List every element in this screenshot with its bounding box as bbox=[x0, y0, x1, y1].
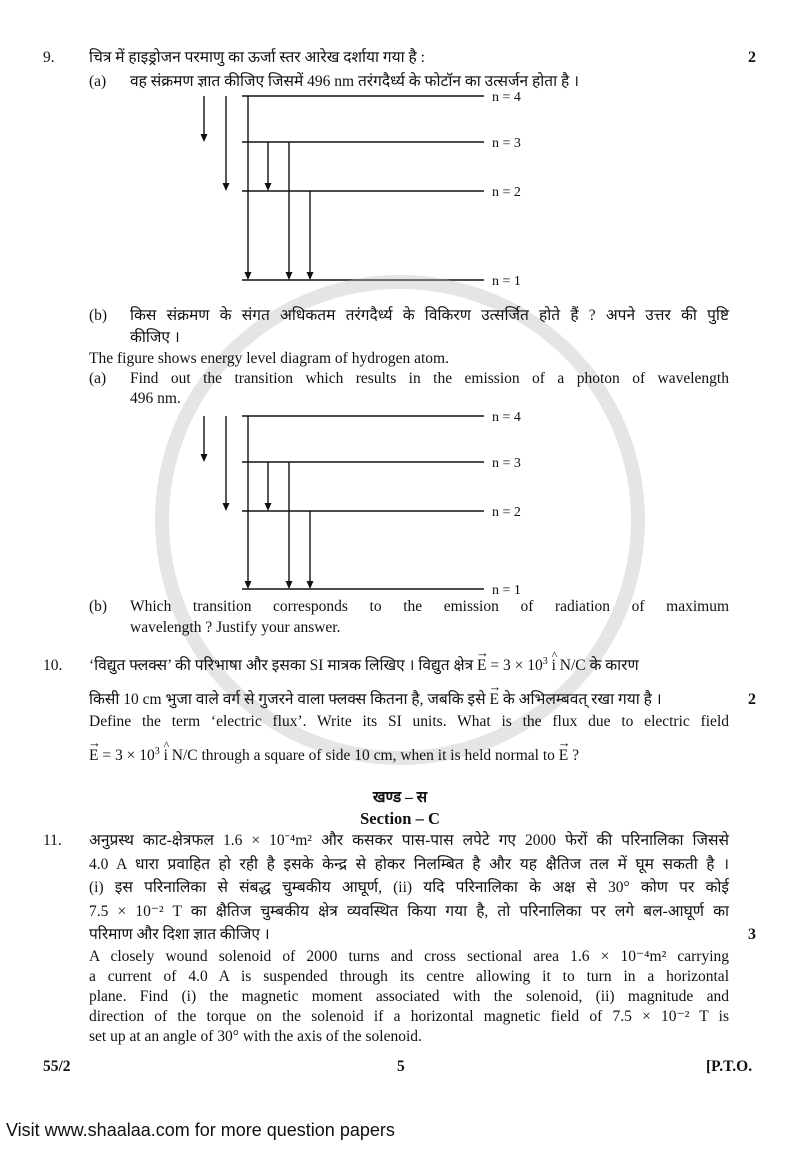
arrowhead-icon bbox=[265, 183, 272, 191]
text: किसी 10 cm भुजा वाले वर्ग से गुजरने वाला फ्लक्स कितना है, जबकि इसे bbox=[89, 691, 490, 708]
arrowhead-icon bbox=[201, 134, 208, 142]
q9-english-a-row bbox=[43, 369, 800, 389]
arrowhead-icon bbox=[286, 581, 293, 589]
q11-english-line: set up at an angle of 30° with the axis of the solenoid. bbox=[89, 1027, 422, 1045]
q11-hindi-row bbox=[43, 876, 800, 900]
energy-level-label: n = 2 bbox=[492, 505, 521, 520]
paper-code: 55/2 bbox=[43, 1057, 71, 1075]
q11-english-row bbox=[43, 1007, 800, 1027]
text: ‘विद्युत फ्लक्स’ की परिभाषा और इसका SI मात्रक लिखिए । विद्युत क्षेत्र bbox=[89, 657, 477, 674]
arrowhead-icon bbox=[265, 503, 272, 511]
arrowhead-icon bbox=[286, 272, 293, 280]
marks: 2 bbox=[748, 691, 756, 708]
text: = 3 × 10 bbox=[486, 657, 543, 674]
q9-english-a: Find out the transition which results in the emission of a photon of wavelength bbox=[130, 370, 729, 387]
q10-row bbox=[43, 656, 800, 676]
q10-english-line1-row bbox=[43, 712, 800, 732]
energy-level-label: n = 3 bbox=[492, 456, 521, 471]
exponent: 3 bbox=[542, 655, 548, 667]
q11-hindi-line: 4.0 A धारा प्रवाहित हो रही है इसके केन्द्र से होकर निलम्बित है और यह क्षैतिज तल में घूम सकती है । bbox=[89, 855, 729, 873]
arrowhead-icon bbox=[201, 454, 208, 462]
part-label: (a) bbox=[89, 73, 107, 90]
q10-english-line1: Define the term ‘electric flux’. Write its SI units. What is the flux due to electric field bbox=[89, 713, 729, 730]
q11-hindi-row bbox=[43, 923, 800, 947]
exponent: 3 bbox=[154, 745, 160, 757]
q11-hindi-line: 7.5 × 10⁻² T का क्षैतिज चुम्बकीय क्षेत्र व्यवस्थित किया गया है, तो परिनालिका पर लगे बल-आघूर्ण का bbox=[89, 902, 729, 920]
text: ? bbox=[568, 747, 580, 764]
energy-level-label: n = 3 bbox=[492, 136, 521, 151]
vector-e: → E bbox=[489, 690, 498, 710]
text: N/C through a square of side 10 cm, when it is held normal to bbox=[167, 747, 559, 764]
vector-e: → E bbox=[559, 746, 568, 766]
text: के अभिलम्बवत् रखा गया है । bbox=[498, 691, 662, 708]
q9-english-b: Which transition corresponds to the emission of radiation of maximum bbox=[130, 598, 729, 615]
q11-english-line: a current of 4.0 A is suspended through its centre allowing it to turn in a horizontal bbox=[89, 967, 729, 985]
q9-english-b-cont-row bbox=[43, 617, 800, 638]
marks: 2 bbox=[748, 49, 756, 66]
visit-link[interactable]: Visit www.shaalaa.com for more question papers bbox=[6, 1119, 395, 1140]
energy-level-label: n = 1 bbox=[492, 274, 521, 289]
arrowhead-icon bbox=[245, 272, 252, 280]
q9-hindi-a-row bbox=[43, 72, 800, 92]
q11-hindi-row bbox=[43, 853, 800, 877]
arrowhead-icon bbox=[307, 581, 314, 589]
q10-english-line2 bbox=[89, 746, 729, 766]
unit-vector-i: ^ i bbox=[552, 656, 556, 676]
q10-hindi-line2 bbox=[89, 690, 729, 710]
q9-hindi-stem: चित्र में हाइड्रोजन परमाणु का ऊर्जा स्तर आरेख दर्शाया गया है : bbox=[89, 49, 425, 66]
q9-hindi-a: वह संक्रमण ज्ञात कीजिए जिसमें 496 nm तरंगदैर्ध्य के फोटॉन का उत्सर्जन होता है । bbox=[130, 73, 579, 90]
q11-hindi-line: (i) इस परिनालिका से संबद्ध चुम्बकीय आघूर्ण, (ii) यदि परिनालिका के अक्ष से 30° कोण पर कोई bbox=[89, 879, 729, 896]
question-number: 9. bbox=[43, 49, 55, 66]
q11-english-row bbox=[43, 987, 800, 1007]
q9-english-stem: The figure shows energy level diagram of hydrogen atom. bbox=[89, 350, 449, 367]
vector-e: → E bbox=[89, 746, 98, 766]
question-number: 10. bbox=[43, 657, 63, 674]
part-label: (a) bbox=[89, 370, 107, 387]
arrowhead-icon bbox=[307, 272, 314, 280]
text: N/C के कारण bbox=[555, 657, 639, 674]
q10-english-line2-row bbox=[43, 746, 800, 766]
q11-row bbox=[43, 829, 800, 853]
q11-hindi-line: परिमाण और दिशा ज्ञात कीजिए । bbox=[89, 926, 270, 943]
text: = 3 × 10 bbox=[98, 747, 155, 764]
page-footer bbox=[43, 1057, 763, 1077]
q9-hindi-b-cont: कीजिए । bbox=[130, 329, 180, 346]
energy-level-diagram-hindi bbox=[89, 92, 729, 288]
q9-hindi-b-row bbox=[43, 305, 800, 327]
marks: 3 bbox=[748, 926, 756, 943]
q9-hindi-b: किस संक्रमण के संगत अधिकतम तरंगदैर्ध्य के विकिरण उत्सर्जित होते हैं ? अपने उत्तर की पुष्टि bbox=[130, 307, 729, 324]
section-title: Section – C bbox=[360, 809, 440, 828]
part-label: (b) bbox=[89, 307, 108, 324]
q11-english-line: plane. Find (i) the magnetic moment associated with the solenoid, (ii) magnitude and bbox=[89, 987, 729, 1005]
q9-english-b-cont: wavelength ? Justify your answer. bbox=[130, 619, 341, 636]
arrowhead-icon bbox=[223, 183, 230, 191]
part-label: (b) bbox=[89, 598, 108, 615]
pto-label: [P.T.O. bbox=[706, 1057, 753, 1075]
q9-english-stem-row bbox=[43, 349, 800, 369]
q11-english-row bbox=[43, 1027, 800, 1047]
energy-level-label: n = 4 bbox=[492, 410, 521, 425]
q9-row bbox=[43, 48, 800, 68]
q11-english-line: direction of the torque on the solenoid if a horizontal magnetic field of 7.5 × 10⁻² T is bbox=[89, 1007, 729, 1025]
q11-english-row bbox=[43, 947, 800, 967]
q11-english-row bbox=[43, 967, 800, 987]
section-title-hindi: खण्ड – स bbox=[372, 789, 428, 806]
energy-level-label: n = 4 bbox=[492, 90, 521, 105]
vector-e: → E bbox=[477, 656, 486, 676]
energy-level-diagram-english bbox=[89, 408, 729, 596]
arrowhead-icon bbox=[223, 503, 230, 511]
energy-level-label: n = 2 bbox=[492, 185, 521, 200]
q9-hindi-b-cont-row bbox=[43, 327, 800, 349]
q9-english-a-cont-row bbox=[43, 389, 800, 408]
energy-level-label: n = 1 bbox=[492, 583, 521, 598]
q10-hindi-line1 bbox=[89, 656, 729, 676]
q11-hindi-row bbox=[43, 900, 800, 924]
q10-hindi-line2-row bbox=[43, 690, 800, 710]
question-number: 11. bbox=[43, 832, 62, 849]
page-number: 5 bbox=[397, 1057, 405, 1075]
unit-vector-i: ^ i bbox=[164, 746, 168, 766]
q9-english-a-cont: 496 nm. bbox=[130, 390, 181, 407]
q11-english-line: A closely wound solenoid of 2000 turns and cross sectional area 1.6 × 10⁻⁴m² carrying bbox=[89, 947, 729, 965]
q9-english-b-row bbox=[43, 596, 800, 617]
q11-hindi-line: अनुप्रस्थ काट-क्षेत्रफल 1.6 × 10⁻⁴m² और कसकर पास-पास लपेटे गए 2000 फेरों की परिनालिका जिससे bbox=[89, 832, 729, 849]
arrowhead-icon bbox=[245, 581, 252, 589]
